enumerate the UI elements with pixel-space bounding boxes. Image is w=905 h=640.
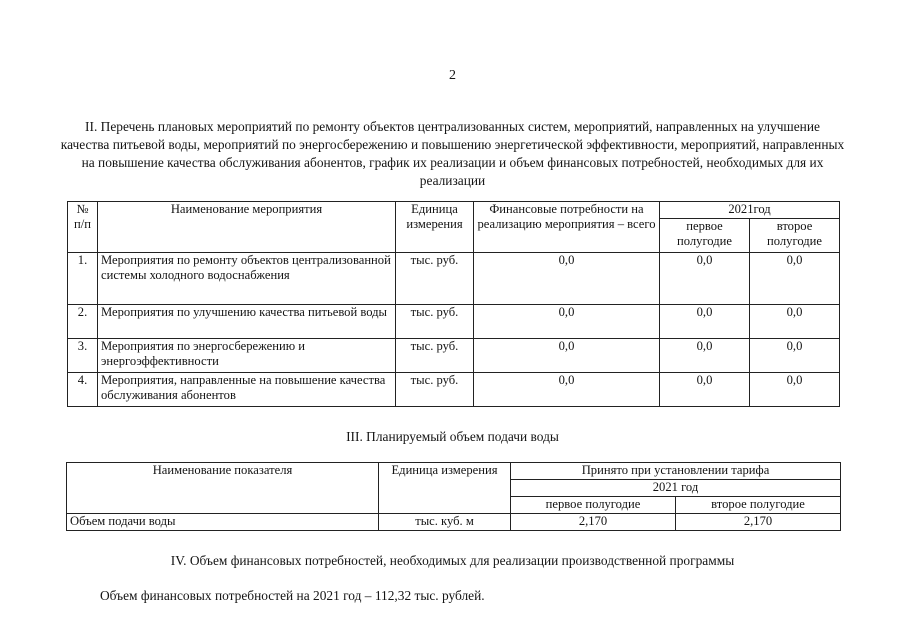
- header-accepted: Принято при установлении тарифа: [511, 463, 841, 480]
- table-row: [68, 339, 840, 373]
- row-total: 0,0: [474, 253, 660, 305]
- row-name: Мероприятия по улучшению качества питьевой воды: [98, 305, 396, 339]
- header-num: № п/п: [68, 202, 98, 253]
- row-total: 0,0: [474, 339, 660, 373]
- page-number: 2: [449, 68, 456, 83]
- row-half1: 0,0: [660, 305, 750, 339]
- activities-table: [67, 201, 840, 407]
- row-half2: 2,170: [676, 514, 841, 531]
- row-unit: тыс. руб.: [396, 373, 474, 407]
- section-3-title: III. Планируемый объем подачи воды: [346, 429, 559, 444]
- header-unit: Единица измерения: [379, 463, 511, 514]
- header-half1: первое полугодие: [660, 219, 750, 253]
- row-num: 3.: [68, 339, 98, 373]
- row-unit: тыс. руб.: [396, 305, 474, 339]
- row-half1: 0,0: [660, 373, 750, 407]
- header-name: Наименование мероприятия: [98, 202, 396, 253]
- header-half2: второе полугодие: [676, 497, 841, 514]
- water-supply-table: [66, 462, 841, 531]
- row-half2: 0,0: [750, 253, 840, 305]
- row-num: 2.: [68, 305, 98, 339]
- row-half2: 0,0: [750, 305, 840, 339]
- row-name: Объем подачи воды: [67, 514, 379, 531]
- header-year: 2021 год: [511, 480, 841, 497]
- header-unit: Единица измерения: [396, 202, 474, 253]
- header-indicator: Наименование показателя: [67, 463, 379, 514]
- row-half2: 0,0: [750, 373, 840, 407]
- section-4-title: IV. Объем финансовых потребностей, необходимых для реализации производственной программы: [170, 553, 735, 568]
- header-year: 2021год: [660, 202, 840, 219]
- header-total: Финансовые потребности на реализацию мероприятия – всего: [474, 202, 660, 253]
- row-name: Мероприятия по энергосбережению и энергоэффективности: [98, 339, 396, 373]
- row-unit: тыс. куб. м: [379, 514, 511, 531]
- row-num: 1.: [68, 253, 98, 305]
- row-total: 0,0: [474, 305, 660, 339]
- row-name: Мероприятия, направленные на повышение качества обслуживания абонентов: [98, 373, 396, 407]
- table-row: [67, 514, 841, 531]
- header-half2: второе полугодие: [750, 219, 840, 253]
- row-name: Мероприятия по ремонту объектов централизованной системы холодного водоснабжения: [98, 253, 396, 305]
- row-unit: тыс. руб.: [396, 339, 474, 373]
- table-row: [68, 305, 840, 339]
- row-total: 0,0: [474, 373, 660, 407]
- row-unit: тыс. руб.: [396, 253, 474, 305]
- row-half1: 2,170: [511, 514, 676, 531]
- row-half2: 0,0: [750, 339, 840, 373]
- row-half1: 0,0: [660, 339, 750, 373]
- table-row: [68, 373, 840, 407]
- row-half1: 0,0: [660, 253, 750, 305]
- header-half1: первое полугодие: [511, 497, 676, 514]
- row-num: 4.: [68, 373, 98, 407]
- section-2-title: II. Перечень плановых мероприятий по ремонту объектов централизованных систем, мероприятий, направленных на улучшение качества питьевой воды, мероприятий по энергосбережению и повышению энергетической эффективности, мероприятий, направленных на повышение качества обслуживания абонентов, график их реализации и объем финансовых потребностей, необходимых для их реализации: [60, 119, 845, 188]
- financial-summary: Объем финансовых потребностей на 2021 год – 112,32 тыс. рублей.: [100, 588, 485, 603]
- table-row: [68, 253, 840, 305]
